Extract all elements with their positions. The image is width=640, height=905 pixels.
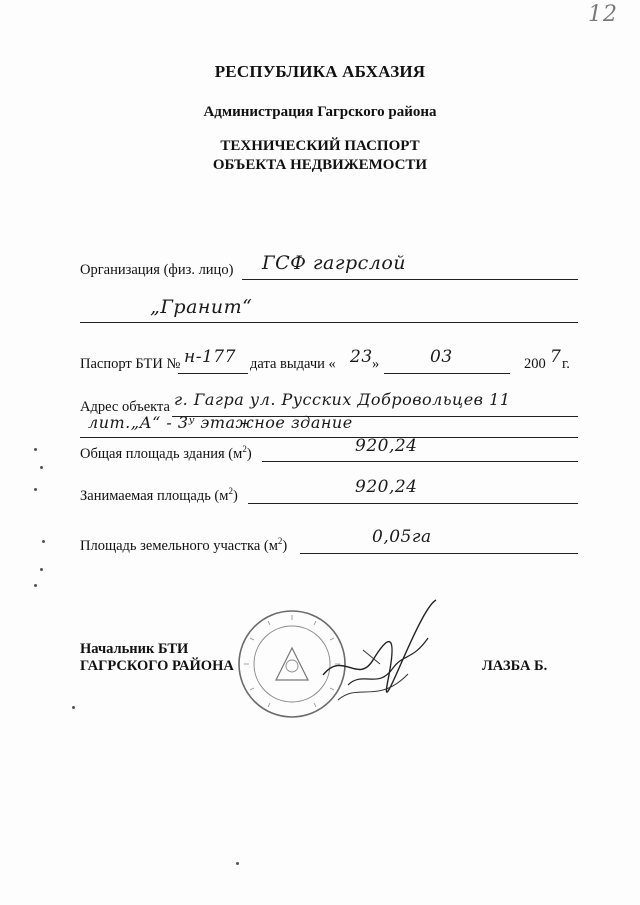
organization-value-line1: ГСФ гагрслой: [262, 252, 407, 274]
scan-speck: [42, 540, 45, 543]
address-value-line1: г. Гагра ул. Русских Добровольцев 11: [174, 390, 511, 409]
scan-speck: [34, 584, 37, 587]
issue-day: 23: [350, 347, 373, 367]
scan-speck: [236, 862, 239, 865]
handwritten-signature: [318, 590, 448, 720]
document-title-line2: ОБЪЕКТА НЕДВИЖЕМОСТИ: [212, 157, 428, 173]
scan-speck: [40, 466, 43, 469]
organization-line: [242, 279, 578, 280]
issue-date-label: дата выдачи «: [250, 356, 336, 372]
document-title-line1: ТЕХНИЧЕСКИЙ ПАСПОРТ: [220, 138, 420, 154]
address-label: Адрес объекта: [80, 399, 170, 415]
occupied-area-label: Занимаемая площадь $(м^2)$: [80, 486, 238, 504]
total-area-line: [262, 461, 578, 462]
issue-day-close: »: [372, 356, 380, 372]
passport-number: н-177: [184, 347, 236, 367]
issue-month: 03: [430, 347, 453, 367]
issue-year-prefix: 200: [524, 356, 546, 372]
scan-speck: [34, 448, 37, 451]
scan-speck: [72, 706, 75, 709]
occupied-area-line: [248, 503, 578, 504]
organization-line2: [80, 322, 578, 323]
passport-label: Паспорт БТИ №: [80, 356, 181, 372]
scan-speck: [34, 488, 37, 491]
issue-year-suffix: 7: [550, 347, 562, 367]
passport-number-line: [178, 373, 248, 374]
land-area-line: [300, 553, 578, 554]
address-line2: [80, 437, 578, 438]
position-line1: Начальник БТИ: [80, 641, 189, 657]
total-area-value: 920,24: [355, 436, 418, 456]
land-area-label: Площадь земельного участка $(м^2)$: [80, 536, 288, 554]
land-area-value: 0,05га: [372, 527, 432, 547]
scan-speck: [40, 568, 43, 571]
occupied-area-value: 920,24: [355, 477, 418, 497]
republic-heading: РЕСПУБЛИКА АБХАЗИЯ: [214, 62, 426, 81]
page-number: 12: [588, 2, 618, 27]
administration-heading: Администрация Гагрского района: [203, 104, 437, 120]
total-area-label: Общая площадь здания $(м^2)$: [80, 444, 252, 462]
signatory-name: ЛАЗБА Б.: [482, 658, 548, 674]
address-value-line2: лит.„А“ - 3ʸ этажное здание: [88, 413, 353, 432]
position-line2: ГАГРСКОГО РАЙОНА: [80, 658, 234, 674]
organization-value-line2: „Гранит“: [150, 296, 253, 318]
issue-month-line: [384, 373, 510, 374]
year-abbrev: г.: [562, 356, 570, 372]
organization-label: Организация (физ. лицо): [80, 262, 234, 278]
